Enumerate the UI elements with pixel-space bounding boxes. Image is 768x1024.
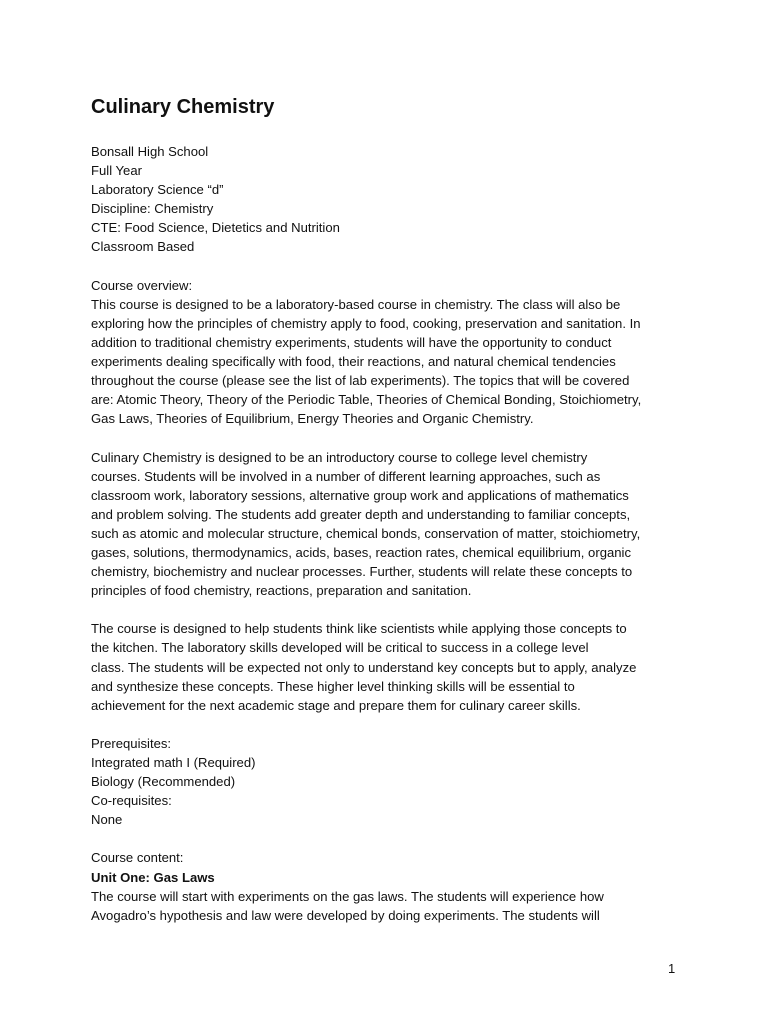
course-content-heading: Course content: — [91, 850, 184, 866]
paragraph-line: are: Atomic Theory, Theory of the Periodic Table, Theories of Chemical Bonding, Stoichiometry, — [91, 392, 642, 408]
paragraph-line: such as atomic and molecular structure, chemical bonds, conservation of matter, stoichiometry, — [91, 525, 641, 541]
meta-discipline: Discipline: Chemistry — [91, 201, 214, 217]
paragraph-line: classroom work, laboratory sessions, alternative group work and applications of mathematics — [91, 487, 629, 503]
paragraph-line: the kitchen. The laboratory skills developed will be critical to success in a college level — [91, 640, 589, 656]
spacer — [91, 257, 691, 276]
paragraph-line: exploring how the principles of chemistry apply to food, cooking, preservation and sanitation. In — [91, 315, 641, 331]
paragraph-line: courses. Students will be involved in a number of different learning approaches, such as — [91, 468, 601, 484]
meta-duration: Full Year — [91, 163, 142, 179]
paragraph-line: addition to traditional chemistry experiments, students will have the opportunity to conduct — [91, 334, 612, 350]
unit-one-heading: Unit One: Gas Laws — [91, 869, 215, 885]
paragraph-line: achievement for the next academic stage and prepare them for culinary career skills. — [91, 697, 581, 713]
spacer — [91, 428, 691, 447]
meta-cte: CTE: Food Science, Dietetics and Nutrition — [91, 220, 340, 236]
paragraph-line: principles of food chemistry, reactions, preparation and sanitation. — [91, 583, 472, 599]
course-meta — [91, 142, 691, 257]
document-body — [91, 94, 691, 925]
meta-science-category: Laboratory Science “d” — [91, 182, 224, 198]
spacer — [91, 829, 691, 848]
spacer — [91, 600, 691, 619]
prerequisite-item: Integrated math I (Required) — [91, 755, 256, 770]
course-content-section — [91, 848, 691, 924]
prerequisites-heading: Prerequisites: — [91, 735, 172, 751]
paragraph-line: chemistry, biochemistry and nuclear processes. Further, students will relate these concepts to — [91, 564, 633, 580]
overview-paragraph-2 — [91, 448, 691, 601]
paragraph-line: The course will start with experiments on the gas laws. The students will experience how — [91, 888, 604, 904]
paragraph-line: Gas Laws, Theories of Equilibrium, Energy Theories and Organic Chemistry. — [91, 411, 534, 427]
document-title: Culinary Chemistry — [91, 96, 275, 118]
spacer — [91, 715, 691, 734]
meta-setting: Classroom Based — [91, 239, 195, 255]
paragraph-line: Avogadro’s hypothesis and law were developed by doing experiments. The students will — [91, 907, 600, 923]
prerequisite-item: Biology (Recommended) — [91, 774, 236, 790]
prerequisites-section — [91, 734, 691, 829]
paragraph-line: and synthesize these concepts. These higher level thinking skills will be essential to — [91, 678, 575, 694]
overview-paragraph-3 — [91, 619, 691, 714]
paragraph-line: class. The students will be expected not only to understand key concepts but to apply, analyze — [91, 659, 637, 675]
corequisites-heading: Co-requisites: — [91, 793, 172, 809]
page-number: 1 — [668, 961, 676, 976]
paragraph-line: throughout the course (please see the list of lab experiments). The topics that will be covered — [91, 373, 630, 389]
paragraph-line: experiments dealing specifically with food, their reactions, and natural chemical tendencies — [91, 354, 616, 370]
paragraph-line: Culinary Chemistry is designed to be an introductory course to college level chemistry — [91, 449, 588, 465]
meta-school: Bonsall High School — [91, 144, 209, 159]
paragraph-line: This course is designed to be a laboratory-based course in chemistry. The class will also be — [91, 296, 621, 312]
paragraph-line: gases, solutions, thermodynamics, acids, bases, reaction rates, chemical equilibrium, organic — [91, 544, 632, 560]
overview-heading: Course overview: — [91, 277, 193, 293]
paragraph-line: The course is designed to help students think like scientists while applying those concepts to — [91, 621, 627, 637]
paragraph-line: and problem solving. The students add greater depth and understanding to familiar concepts, — [91, 506, 631, 522]
overview-paragraph-1 — [91, 295, 691, 429]
corequisite-item: None — [91, 812, 123, 828]
